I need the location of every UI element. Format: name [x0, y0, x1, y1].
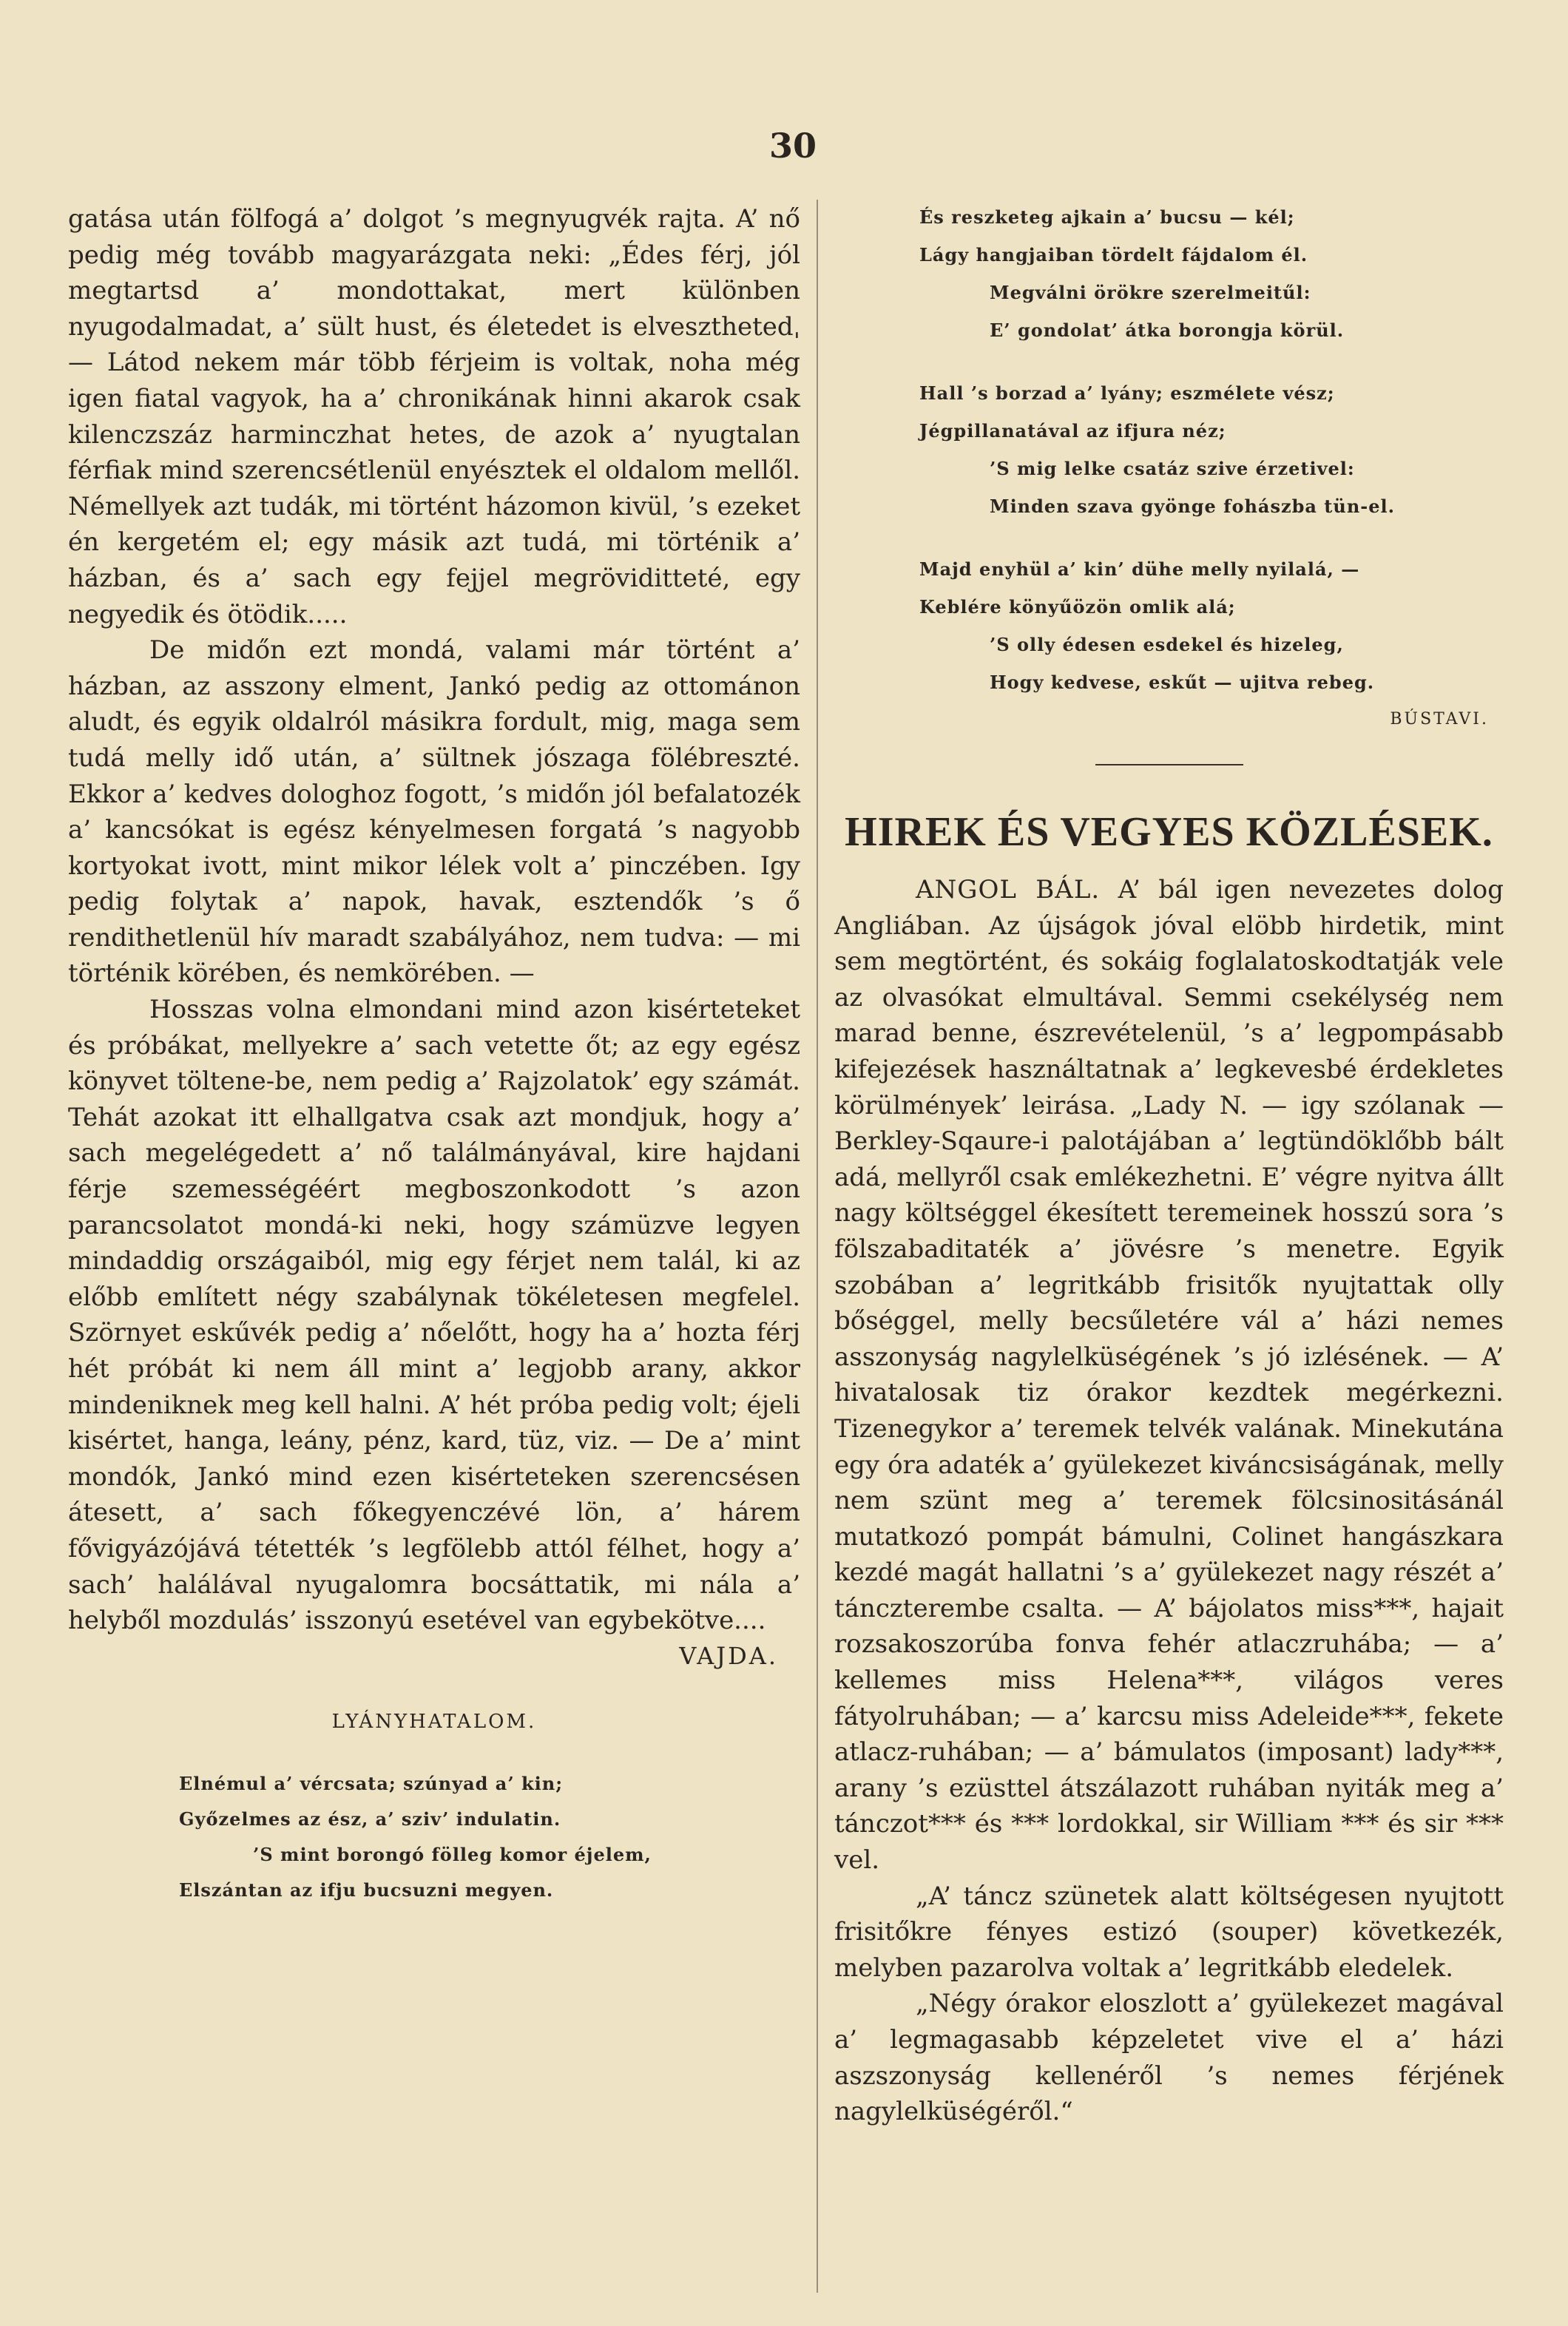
news-body: A’ bál igen nevezetes dolog Angliában. Az újságok jóval elöbb hirdetik, mint sem megtörtént, és sokáig foglalatoskodtatják vele az olvasókat elmultával. Semmi csekélység nem marad benne, észrevételenül, ’s a’ legpompásabb kifejezések használtatnak a’ legkevesbé érdekletes körülmények’ leirása. „Lady N. — igy szólanak — Berkley-Sqaure-i palotájában a’ legtündöklőbb bált adá, mellyről csak emlékezhetni. E’ végre nyitva állt nagy költséggel ékesített teremeinek hosszú sora ’s fölszabaditaték a’ jövésre ’s menetre. Egyik szobában a’ legritkább frisitők nyujtattak olly bőséggel, melly becsűletére vál a’ házi nemes asszonyság nagylelküségének ’s jó izlésének. — A’ hivatalosak tiz órakor kezdtek megérkezni. Tizenegykor a’ teremek telvék valának. Minekutána egy óra adaték a’ gyülekezet kiváncsiságának, melly nem szünt meg a’ teremek fölcsinositásánál mutatkozó pompát bámulni, Colinet hangászkara kezdé magát hallatni ’s a’ gyülekezet nagy részét a’ tánczterembe csalta. — A’ bájolatos miss***, hajait rozsakoszorúba fonva fehér atlaczruhába; — a’ kellemes miss Helena***, világos veres fátyolruhában; — a’ karcsu miss Adeleide***, fekete atlacz-ruhában; — a’ bámulatos (imposant) lady***, arany ’s ezüsttel átszálazott ruhában nyiták meg a’ tánczot*** és *** lordokkal, sir William *** és sir *** vel. — [834, 875, 1504, 1876]
column-divider — [817, 200, 818, 2293]
left-column — [68, 201, 800, 1908]
poem-line: Hogy kedvese, eskűt — ujitva rebeg. — [990, 672, 1375, 693]
poem-stanza — [68, 1766, 800, 1908]
poem-line: Hall ’s borzad a’ lyány; eszmélete vész; — [919, 382, 1335, 404]
news-paragraph: „Négy órakor eloszlott a’ gyülekezet magával a’ legmagasabb képzeletet vive el a’ házi aszszonyság kellenéről ’s nemes férjének nagylelküségéről.“ — [834, 1989, 1504, 2127]
poem-line: E’ gondolat’ átka borongja körül. — [990, 320, 1345, 341]
news-paragraph — [834, 872, 1504, 1879]
poem-stanza — [834, 374, 1504, 525]
poem-line: Győzelmes az ész, a’ sziv’ indulatin. — [179, 1808, 561, 1830]
poem-line: Jégpillanatával az ifjura néz; — [919, 420, 1226, 442]
poem-line: Keblére könyűözön omlik alá; — [919, 596, 1236, 618]
poem-line: ’S mint borongó fölleg komor éjelem, — [253, 1843, 652, 1865]
news-paragraph: „A’ táncz szünetek alatt költségesen nyujtott frisitőkre fényes estizó (souper) következék, melyben pazarolva voltak a’ legritkább eledelek. — [834, 1881, 1504, 1983]
poem-line: ’S olly édesen esdekel és hizeleg, — [990, 634, 1344, 655]
poem-line: Elnémul a’ vércsata; szúnyad a’ kin; — [179, 1772, 564, 1794]
poem-signature: BÚSTAVI. — [1390, 710, 1489, 728]
poem-stanza — [834, 198, 1504, 349]
poem-line: Elszántan az ifju bucsuzni megyen. — [179, 1879, 554, 1901]
story-paragraph: gatása után fölfogá a’ dolgot ’s megnyugvék rajta. A’ nő pedig még tovább magyarázgata neki: „Édes férj, jól megtartsd a’ mondottakat, mert különben nyugodalmadat, a’ sült hust, és életedet is elveszthetedˌ — Látod nekem már több férjeim is voltak, noha még igen fiatal vagyok, ha a’ chronikának hinni akarok csak kilenczszáz harminczhat hetes, de azok a’ nyugtalan férfiak mind szerencsétlenül enyésztek el oldalom mellől. Némellyek azt tudák, mi történt házomon kivül, ’s ezeket én kergetém el; egy másik azt tudá, mi történik a’ házban, és a’ sach egy fejjel megröviditteté, egy negyedik és ötödik..... — [68, 204, 800, 629]
story-signature: VAJDA. — [679, 1641, 778, 1670]
story-paragraph: Hosszas volna elmondani mind azon kisérteteket és próbákat, mellyekre a’ sach vetette őt; az egy egész könyvet töltene-be, nem pedig a’ Rajzolatok’ egy számát. Tehát azokat itt elhallgatva csak azt mondjuk, hogy a’ sach megelégedett a’ nő találmányával, kire hajdani férje szemességéért megboszonkodott ’s azon parancsolatot mondá-ki neki, hogy számüzve legyen mindaddig országaiból, mig egy férjet nem talál, ki az előbb említett négy szabálynak tökéletesen megfelel. Szörnyet eskűvék pedig a’ nőelőtt, hogy ha a’ hozta férj hét próbát ki nem áll mint a’ legjobb arany, akkor mindeniknek meg kell halni. A’ hét próba pedig volt; éjeli kisértet, hanga, leány, pénz, kard, tüz, viz. — De a’ mint mondók, Jankó mind ezen kisérteteken szerencsésen átesett, a’ sach főkegyenczévé lön, a’ hárem fővigyázójává tétették ’s legfölebb attól félhet, hogy a’ sach’ halálával nyugalomra bocsáttatik, mi nála a’ helyből mozdulás’ isszonyú esetével van egybekötve.... — [68, 995, 800, 1636]
poem-line: Majd enyhül a’ kin’ dühe melly nyilalá, — — [919, 558, 1360, 580]
story-paragraph: De midőn ezt mondá, valami már történt a’ házban, az asszony elment, Jankó pedig az ottománon aludt, és egyik oldalról másikra fordult, mig, maga sem tudá melly idő után, a’ sültnek jószaga fölébreszté. Ekkor a’ kedves dologhoz fogott, ’s midőn jól befalatozék a’ kancsókat is egész kényelmesen forgatá ’s nagyobb kortyokat ivott, mint mikor lélek volt a’ pinczében. Igy pedig folytak a’ napok, havak, esztendők ’s ő rendithetlenül hív maradt szabályához, nem tudva: — mi történik körében, és nemkörében. — — [68, 635, 800, 989]
news-lead-title: ANGOL BÁL. — [916, 875, 1101, 905]
poem-line: ’S mig lelke csatáz szive érzetivel: — [990, 458, 1355, 479]
poem-line: És reszketeg ajkain a’ bucsu — kél; — [919, 206, 1295, 228]
poem-line: Megválni örökre szerelmeitűl: — [990, 282, 1311, 303]
poem-line: Lágy hangjaiban tördelt fájdalom él. — [919, 244, 1308, 266]
poem-title: LYÁNYHATALOM. — [331, 1710, 537, 1733]
news-text — [834, 872, 1504, 2130]
right-column — [834, 198, 1504, 2130]
story-text — [68, 201, 800, 1639]
poem-stanza — [834, 550, 1504, 701]
page-number: 30 — [769, 126, 817, 166]
section-title: HIREK ÉS VEGYES KÖZLÉSEK. — [845, 809, 1493, 855]
poem-line: Minden szava gyönge fohászba tün-el. — [990, 496, 1395, 517]
section-divider — [1095, 764, 1243, 765]
